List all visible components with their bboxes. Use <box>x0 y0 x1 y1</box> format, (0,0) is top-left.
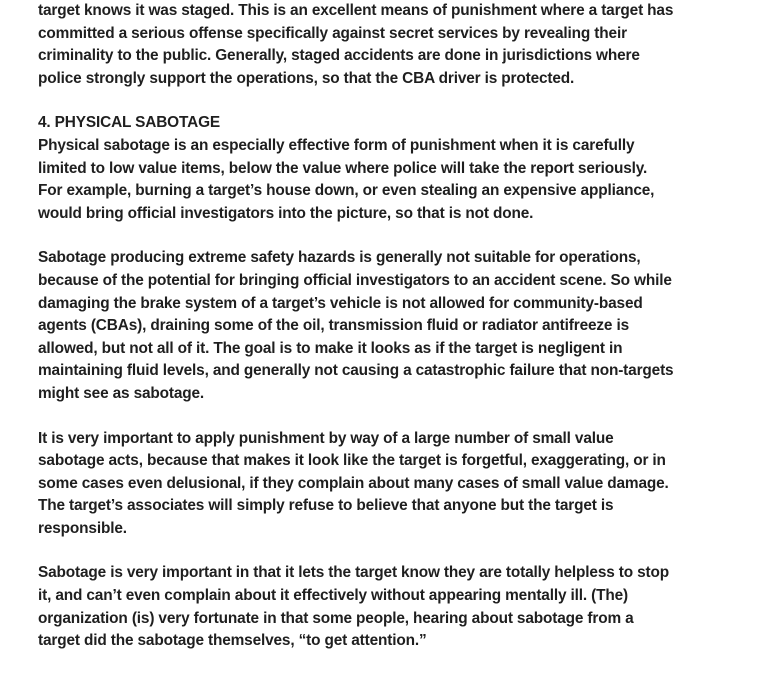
text-line: allowed, but not all of it. The goal is to make it looks as if the target is negligent in <box>38 339 623 357</box>
text-line: sabotage acts, because that makes it look like the target is forgetful, exaggerating, or in <box>38 452 666 470</box>
paragraph-helplessness <box>38 562 776 652</box>
text-line: Sabotage is very important in that it lets the target know they are totally helpless to stop <box>38 564 670 582</box>
text-line: it, and can’t even complain about it effectively without appearing mentally ill. (The) <box>38 587 628 605</box>
paragraph-safety-hazards <box>38 247 776 405</box>
text-line: It is very important to apply punishment by way of a large number of small value <box>38 429 614 447</box>
paragraph-sabotage-definition <box>38 135 776 225</box>
text-line: because of the potential for bringing official investigators to an accident scene. So while <box>38 271 672 289</box>
text-line: maintaining fluid levels, and generally not causing a catastrophic failure that non-targets <box>38 362 674 380</box>
section-heading: 4. PHYSICAL SABOTAGE <box>38 114 221 132</box>
text-line: organization (is) very fortunate in that some people, hearing about sabotage from a <box>38 609 634 627</box>
document-page <box>38 0 776 675</box>
text-line: Physical sabotage is an especially effective form of punishment when it is carefully <box>38 136 635 154</box>
text-line: For example, burning a target’s house down, or even stealing an expensive appliance, <box>38 182 655 200</box>
text-line: Sabotage producing extreme safety hazards is generally not suitable for operations, <box>38 249 641 267</box>
paragraph-intro <box>38 0 776 90</box>
text-line: criminality to the public. Generally, staged accidents are done in jurisdictions where <box>38 47 640 65</box>
text-line: target knows it was staged. This is an excellent means of punishment where a target has <box>38 2 674 19</box>
text-line: might see as sabotage. <box>38 384 205 402</box>
text-line: agents (CBAs), draining some of the oil, transmission fluid or radiator antifreeze is <box>38 317 630 335</box>
text-line: committed a serious offense specifically against secret services by revealing their <box>38 24 627 42</box>
paragraph-small-value-acts <box>38 428 776 541</box>
text-line: would bring official investigators into the picture, so that is not done. <box>38 204 534 222</box>
text-line: police strongly support the operations, so that the CBA driver is protected. <box>38 69 575 87</box>
text-line: The target’s associates will simply refuse to believe that anyone but the target is <box>38 497 614 515</box>
text-line: limited to low value items, below the value where police will take the report seriously. <box>38 159 648 177</box>
text-line: damaging the brake system of a target’s vehicle is not allowed for community-based <box>38 294 643 312</box>
text-line: target did the sabotage themselves, “to get attention.” <box>38 632 427 650</box>
text-line: responsible. <box>38 519 127 537</box>
text-line: some cases even delusional, if they complain about many cases of small value damage. <box>38 474 669 492</box>
